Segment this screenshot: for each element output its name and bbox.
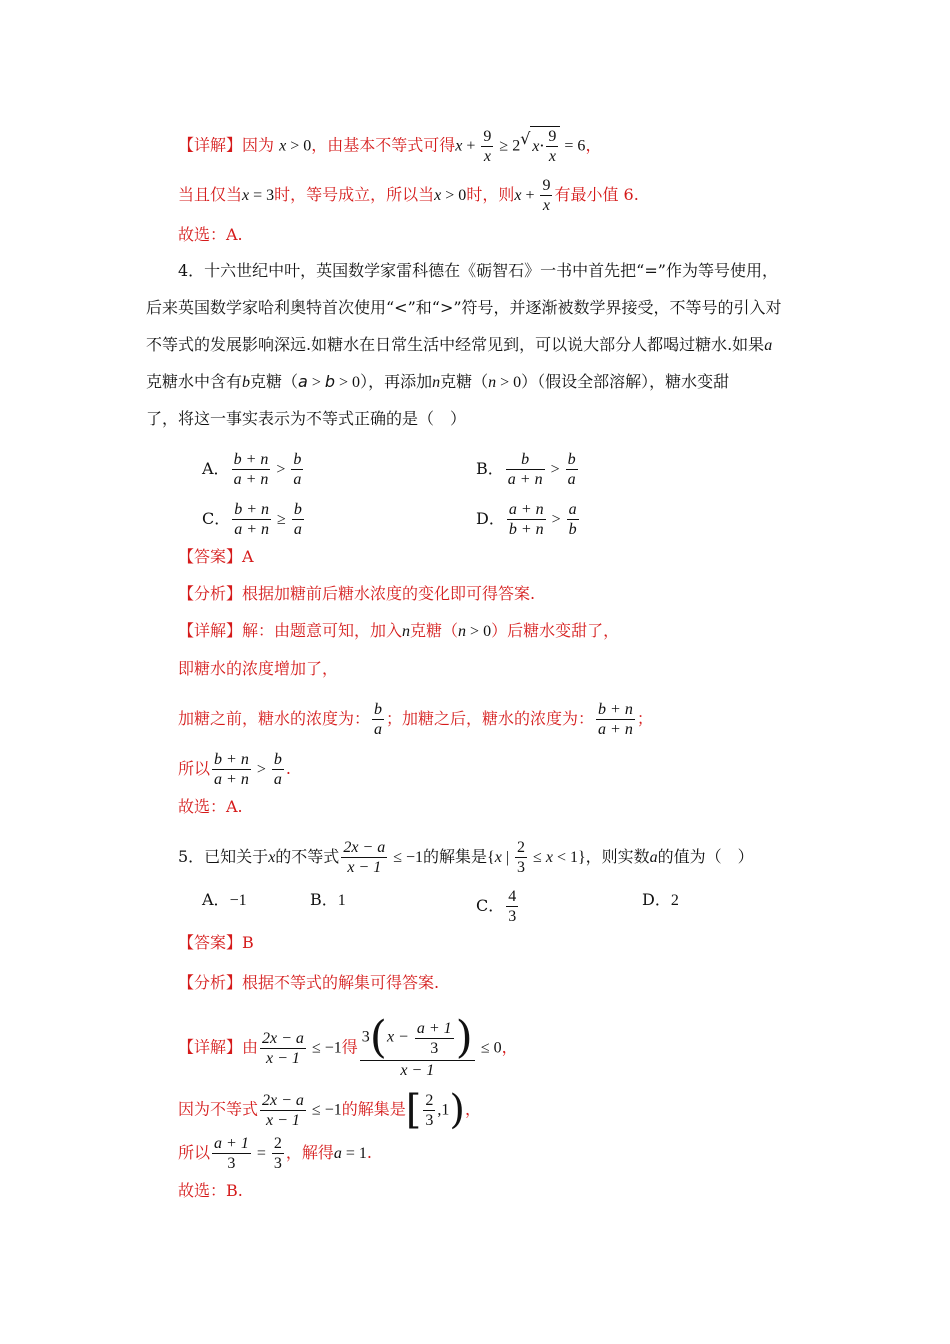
q4-stem-line-2: 后来英国数学家哈利奥特首次使用“<”和“>”符号，并逐渐被数学界接受，不等号的引入对 [146, 298, 782, 317]
math-fraction: $\frac{2x - a}{x - 1}$ [343, 839, 386, 876]
math-fraction: $\frac{b}{a}$ [374, 701, 383, 738]
math-fraction: 3(x − $\frac{a + 1}{3}$ ) x − 1 [361, 1012, 473, 1079]
q5-detail-line-2: 因为不等式 $\frac{2x - a}{x - 1}$ ≤ −1的解集是[ $\frac{2}{3}$ ,1)， [178, 1087, 481, 1133]
q4-detail-line-3: 加糖之前，糖水的浓度为： $\frac{b}{a}$ ；加糖之后，糖水的浓度为： $\frac{b + n}{a + n}$ ； [178, 701, 653, 738]
q4-choose: 故选：A. [178, 797, 243, 816]
q5-option-c[interactable]: C． $\frac{4}{3}$ [476, 888, 517, 925]
math-fraction: $\frac{b + n}{a + n}$ [233, 451, 269, 488]
q4-stem-line-5: 了，将这一事实表示为不等式正确的是（ ） [146, 409, 467, 428]
q4-stem-line-1: 4．十六世纪中叶，英国数学家雷科德在《砺智石》一书中首先把“=”作为等号使用， [178, 261, 778, 280]
q4-option-c[interactable]: C． $\frac{b + n}{a + n}$ ≥ $\frac{b}{a}$ [202, 501, 302, 538]
math-sqrt: √ x· $\frac{9}{x}$ [520, 126, 560, 166]
q4-stem-line-4: 克糖水中含有b克糖（a > b > 0），再添加n克糖（n > 0）（假设全部溶解），糖水变甜 [146, 372, 730, 391]
q4-answer: 【答案】A [178, 547, 254, 566]
q5-option-b[interactable]: B．1 [310, 890, 346, 909]
q5-detail-line-1: 【详解】由 $\frac{2x - a}{x - 1}$ ≤ −1得 3(x − $\frac{a + 1}{3}$ ) x − 1 ≤ 0， [178, 1012, 518, 1079]
q5-stem: 5．已知关于x的不等式 $\frac{2x - a}{x - 1}$ ≤ −1的解集是{x | $\frac{2}{3}$ ≤ x < 1}，则实数a的值为（ ） [178, 839, 754, 876]
q4-option-d[interactable]: D． $\frac{a + n}{b + n}$ > $\frac{a}{b}$ [476, 501, 577, 538]
math-fraction: $\frac{b + n}{a + n}$ [234, 501, 270, 538]
math-fraction: $\frac{b}{a + n}$ [507, 451, 543, 488]
math-fraction: $\frac{a + n}{b + n}$ [508, 501, 544, 538]
q5-choose: 故选：B. [178, 1181, 243, 1200]
q4-detail-line-4: 所以 $\frac{b + n}{a + n}$ > $\frac{b}{a}$ . [178, 751, 291, 788]
math-fraction: $\frac{b + n}{a + n}$ [598, 701, 633, 738]
q5-analysis: 【分析】根据不等式的解集可得答案. [178, 973, 440, 992]
math-fraction: $\frac{2x - a}{x - 1}$ [262, 1091, 304, 1129]
q5-detail-line-3: 所以 $\frac{a + 1}{3}$ = $\frac{2}{3}$ ，解得a = 1. [178, 1135, 372, 1172]
q3-detail-line-2: 当且仅当x = 3时，等号成立，所以当x > 0时，则x + $\frac{9}{x}$ 有最小值 6. [178, 177, 639, 214]
q4-stem-line-3: 不等式的发展影响深远.如糖水在日常生活中经常见到，可以说大部分人都喝过糖水.如果a [146, 335, 773, 354]
math-fraction: $\frac{2x - a}{x - 1}$ [262, 1029, 304, 1067]
math-inline: x [279, 137, 287, 155]
q3-choose: 故选：A. [178, 225, 243, 244]
q4-detail-line-1: 【详解】解：由题意可知，加入n克糖（n > 0）后糖水变甜了， [178, 621, 620, 640]
q5-option-d[interactable]: D．2 [642, 890, 679, 909]
math-fraction: $\frac{9}{x}$ [542, 177, 551, 214]
q5-option-a[interactable]: A．−1 [202, 890, 247, 909]
math-fraction: $\frac{4}{3}$ [508, 888, 517, 925]
math-fraction: $\frac{b + n}{a + n}$ [214, 751, 249, 788]
detail-tag: 【详解】 [178, 135, 243, 155]
q4-analysis: 【分析】根据加糖前后糖水浓度的变化即可得答案. [178, 584, 536, 603]
q5-answer: 【答案】B [178, 933, 254, 952]
math-fraction: $\frac{a + 1}{3}$ [214, 1135, 249, 1172]
q4-option-b[interactable]: B． $\frac{b}{a + n}$ > $\frac{b}{a}$ [476, 451, 576, 488]
math-fraction: $\frac{9}{x}$ [483, 127, 492, 165]
q3-detail-line-1: 【详解】因为 x > 0，由基本不等式可得x + $\frac{9}{x}$ ≥ 2 √ x· $\frac{9}{x}$ = 6， [178, 127, 602, 165]
q4-detail-line-2: 即糖水的浓度增加了， [178, 659, 339, 678]
q4-option-a[interactable]: A． $\frac{b + n}{a + n}$ > $\frac{b}{a}$ [202, 451, 302, 488]
